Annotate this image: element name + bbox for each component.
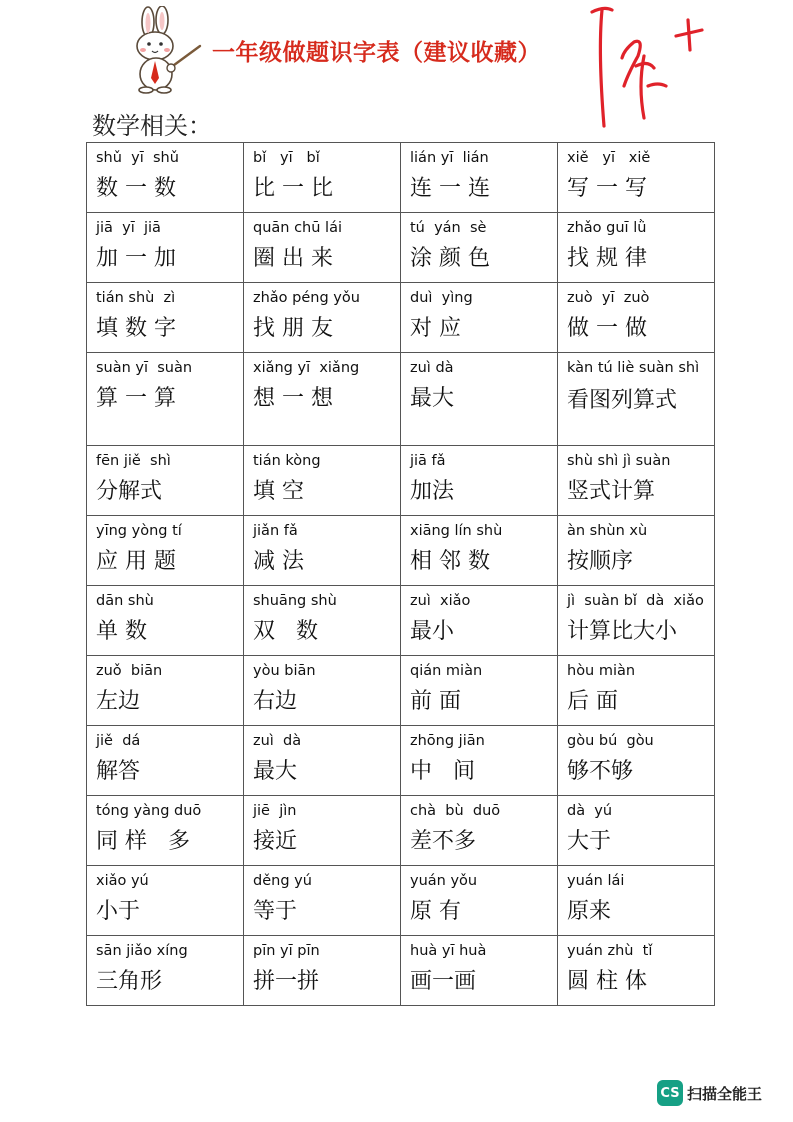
table-cell (401, 796, 558, 866)
watermark-text: 扫描全能王 (687, 1084, 763, 1103)
table-cell (401, 726, 558, 796)
hanzi-text: 按顺序 (567, 549, 634, 574)
pinyin-text: hòu miàn (567, 663, 636, 679)
pinyin-text: yuán yǒu (410, 873, 478, 889)
table-cell (558, 283, 715, 353)
pinyin-text: shù shì jì suàn (567, 453, 671, 469)
pinyin-text: yuán lái (567, 873, 625, 889)
table-cell (244, 446, 401, 516)
table-cell (87, 516, 244, 586)
hanzi-text: 对 应 (410, 316, 461, 341)
scanner-watermark (657, 1080, 762, 1106)
table-cell (558, 936, 715, 1006)
pinyin-text: tú yán sè (410, 220, 487, 236)
pinyin-text: shǔ yī shǔ (96, 150, 179, 166)
hanzi-text: 找 规 律 (567, 246, 647, 271)
hanzi-text: 原来 (567, 899, 612, 924)
pinyin-text: zhǎo guī lǜ (567, 220, 647, 236)
pinyin-text: zhǎo péng yǒu (253, 290, 360, 306)
table-cell (87, 353, 244, 446)
pinyin-text: sān jiǎo xíng (96, 943, 188, 959)
hanzi-text: 够不够 (567, 759, 634, 784)
page-title: 一年级做题识字表（建议收藏） (212, 40, 541, 66)
table-cell (87, 796, 244, 866)
hanzi-text: 三角形 (96, 969, 163, 994)
table-cell (244, 866, 401, 936)
hanzi-text: 填 空 (253, 479, 304, 504)
hanzi-text: 竖式计算 (567, 479, 656, 504)
pinyin-text: děng yú (253, 873, 312, 889)
table-cell (558, 143, 715, 213)
hanzi-text: 算 一 算 (96, 386, 176, 411)
table-cell (87, 726, 244, 796)
pinyin-text: dān shù (96, 593, 154, 609)
hanzi-text: 涂 颜 色 (410, 246, 490, 271)
table-row (87, 656, 715, 726)
hanzi-text: 后 面 (567, 689, 618, 714)
hanzi-text: 最大 (410, 386, 455, 411)
pinyin-text: tóng yàng duō (96, 803, 202, 819)
table-cell (244, 586, 401, 656)
hanzi-text: 等于 (253, 899, 298, 924)
table-row (87, 796, 715, 866)
table-cell (558, 516, 715, 586)
table-cell (401, 446, 558, 516)
table-cell (558, 213, 715, 283)
table-row (87, 726, 715, 796)
hanzi-text: 大于 (567, 829, 612, 854)
hanzi-text: 加 一 加 (96, 246, 176, 271)
hanzi-text: 填 数 字 (96, 316, 176, 341)
hanzi-text: 前 面 (410, 689, 461, 714)
table-row (87, 586, 715, 656)
hanzi-text: 左边 (96, 689, 141, 714)
table-cell (244, 143, 401, 213)
hanzi-text: 想 一 想 (253, 386, 333, 411)
hanzi-text: 圆 柱 体 (567, 969, 647, 994)
table-cell (401, 516, 558, 586)
hanzi-text: 右边 (253, 689, 298, 714)
hanzi-text: 单 数 (96, 619, 147, 644)
pinyin-text: zuì xiǎo (410, 593, 471, 609)
hanzi-text: 中 间 (410, 759, 475, 784)
pinyin-text: jiǎn fǎ (253, 523, 298, 539)
table-cell (558, 353, 715, 446)
table-cell (558, 446, 715, 516)
handwritten-scribble (578, 2, 708, 130)
table-cell (558, 796, 715, 866)
hanzi-text: 同 样 多 (96, 829, 190, 854)
table-cell (87, 143, 244, 213)
hanzi-text: 差不多 (410, 829, 477, 854)
pinyin-text: àn shùn xù (567, 523, 648, 539)
page-header (0, 0, 793, 100)
table-cell (87, 866, 244, 936)
hanzi-text: 看图列算式 (567, 388, 678, 413)
table-cell (87, 283, 244, 353)
hanzi-text: 加法 (410, 479, 455, 504)
table-cell (244, 726, 401, 796)
table-row (87, 936, 715, 1006)
pinyin-text: zuì dà (253, 733, 302, 749)
pinyin-text: xiǎo yú (96, 873, 149, 889)
table-cell (244, 656, 401, 726)
pinyin-text: zuò yī zuò (567, 290, 650, 306)
table-row (87, 283, 715, 353)
pinyin-text: zuǒ biān (96, 663, 163, 679)
pinyin-text: zhōng jiān (410, 733, 485, 749)
section-title: 数学相关： (92, 112, 212, 140)
pinyin-text: tián shù zì (96, 290, 176, 306)
pinyin-text: yuán zhù tǐ (567, 943, 653, 959)
hanzi-text: 原 有 (410, 899, 461, 924)
hanzi-text: 相 邻 数 (410, 549, 490, 574)
pinyin-text: jì suàn bǐ dà xiǎo (567, 593, 704, 609)
pinyin-text: jiě dá (96, 733, 141, 749)
pinyin-text: bǐ yī bǐ (253, 150, 320, 166)
table-row (87, 353, 715, 446)
table-cell (244, 283, 401, 353)
table-cell (401, 656, 558, 726)
hanzi-text: 应 用 题 (96, 549, 176, 574)
pinyin-text: kàn tú liè suàn shì (567, 360, 700, 376)
hanzi-text: 拼一拼 (253, 969, 320, 994)
table-cell (87, 656, 244, 726)
table-cell (244, 796, 401, 866)
bunny-teacher-icon (126, 6, 206, 94)
pinyin-text: qián miàn (410, 663, 483, 679)
pinyin-text: jiā fǎ (410, 453, 446, 469)
hanzi-text: 接近 (253, 829, 298, 854)
hanzi-text: 找 朋 友 (253, 316, 333, 341)
pinyin-text: xiǎng yī xiǎng (253, 360, 360, 376)
pinyin-text: suàn yī suàn (96, 360, 193, 376)
pinyin-text: xiāng lín shù (410, 523, 503, 539)
table-cell (244, 516, 401, 586)
table-cell (558, 586, 715, 656)
table-cell (558, 726, 715, 796)
table-row (87, 143, 715, 213)
table-cell (401, 866, 558, 936)
hanzi-text: 写 一 写 (567, 176, 647, 201)
hanzi-text: 比 一 比 (253, 176, 333, 201)
hanzi-text: 做 一 做 (567, 316, 647, 341)
table-row (87, 866, 715, 936)
pinyin-text: chà bù duō (410, 803, 501, 819)
table-cell (87, 586, 244, 656)
hanzi-text: 减 法 (253, 549, 304, 574)
pinyin-text: pīn yī pīn (253, 943, 320, 959)
pinyin-text: lián yī lián (410, 150, 489, 166)
table-cell (244, 936, 401, 1006)
pinyin-text: dà yú (567, 803, 613, 819)
hanzi-text: 解答 (96, 759, 141, 784)
table-cell (401, 936, 558, 1006)
table-cell (401, 213, 558, 283)
table-cell (244, 353, 401, 446)
hanzi-text: 最大 (253, 759, 298, 784)
pinyin-text: fēn jiě shì (96, 453, 171, 469)
pinyin-text: yòu biān (253, 663, 316, 679)
hanzi-text: 计算比大小 (567, 619, 678, 644)
table-cell (87, 213, 244, 283)
hanzi-text: 画一画 (410, 969, 477, 994)
table-cell (244, 213, 401, 283)
pinyin-text: tián kòng (253, 453, 321, 469)
table-cell (558, 866, 715, 936)
hanzi-text: 数 一 数 (96, 176, 176, 201)
camscanner-icon: CS (657, 1080, 683, 1106)
table-row (87, 516, 715, 586)
vocabulary-table (86, 142, 715, 1006)
table-cell (401, 353, 558, 446)
table-row (87, 213, 715, 283)
hanzi-text: 双 数 (253, 619, 318, 644)
pinyin-text: quān chū lái (253, 220, 342, 236)
table-cell (87, 936, 244, 1006)
pinyin-text: jiē jìn (253, 803, 297, 819)
table-cell (401, 586, 558, 656)
pinyin-text: yīng yòng tí (96, 523, 182, 539)
hanzi-text: 圈 出 来 (253, 246, 333, 271)
pinyin-text: zuì dà (410, 360, 454, 376)
pinyin-text: jiā yī jiā (96, 220, 161, 236)
pinyin-text: duì yìng (410, 290, 473, 306)
hanzi-text: 最小 (410, 619, 455, 644)
table-cell (558, 656, 715, 726)
table-cell (401, 283, 558, 353)
pinyin-text: gòu bú gòu (567, 733, 654, 749)
table-row (87, 446, 715, 516)
pinyin-text: shuāng shù (253, 593, 337, 609)
table-cell (401, 143, 558, 213)
hanzi-text: 连 一 连 (410, 176, 490, 201)
pinyin-text: xiě yī xiě (567, 150, 651, 166)
hanzi-text: 小于 (96, 899, 141, 924)
hanzi-text: 分解式 (96, 479, 163, 504)
pinyin-text: huà yī huà (410, 943, 487, 959)
table-cell (87, 446, 244, 516)
